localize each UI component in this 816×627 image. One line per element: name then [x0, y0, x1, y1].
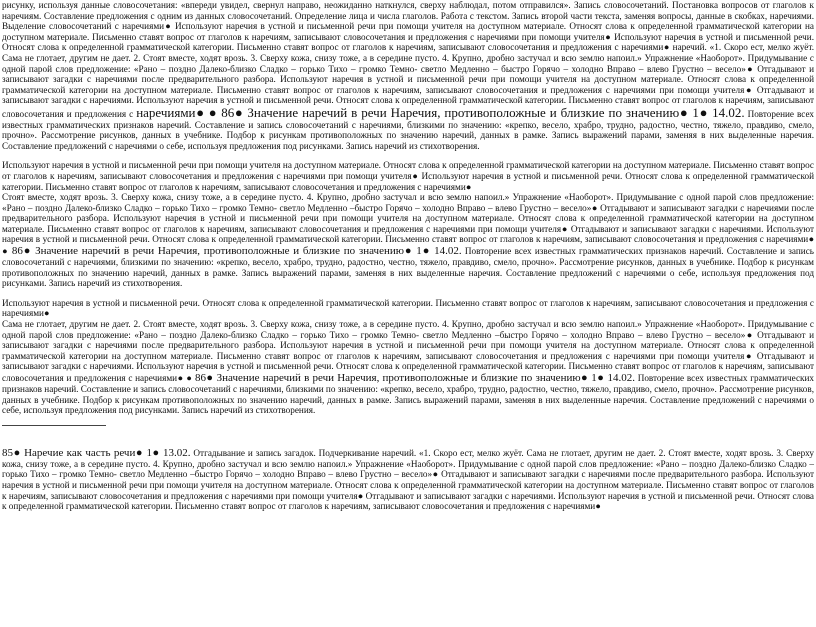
paragraph-3 — [2, 298, 814, 416]
paragraph-3-body: Используют наречия в устной и письменной речи. Относят слова к определенной грамматической категории. Письменно ставят вопрос от глаголов к наречиям, записывают словосочетания и предложения с наречиями● — [2, 297, 814, 319]
paragraph-1-description: Повторение всех известных грамматических признаков наречий. Составление и запись словосочетаний с наречиями, близкими по значению: «крепко, весело, храбро, трудно, радостно, честно, тяжело, правдиво, смело, прочно». Рассмотрение рисунков, данных в учебнике. Подбор к рисункам противоположных по значению наречий, данных в рамке. Запись выражений парами, заменяя в них выделенные наречия. Составление предложений с наречиями о себе, используя предложения под рисунками. Запись наречий из стихотворения. — [2, 108, 815, 151]
paragraph-3-description: Повторение всех известных грамматических признаков наречий. Составление и запись словосочетаний с наречиями, близкими по значению: «крепко, весело, храбро, трудно, радостно, честно, тяжело, правдиво, смело, прочно». Рассмотрение рисунков, данных в учебнике. Подбор к рисункам противоположных по значению наречий, данных в рамке. Запись выражений парами, заменяя в них выделенные наречия. Составление предложений с наречиями о себе, используя предложения под рисунками. Запись наречий из стихотворения. — [2, 373, 815, 416]
paragraph-4-description: Отгадывание и запись загадок. Подчеркивание наречий. «1. Скоро ест, мелко жуёт. Сама не глотает, другим не дает. 2. Стоят вместе, ходят врозь. 3. Сверху кожа, снизу тоже, а в середине пусто. 4. Крупно, дробно застучал и всю землю напоил.» Упражнение «Наоборот». Придумывание с одной парой слов предложение: «Рано – поздно Далеко-близко Сладко – горько Тихо – громко Темно- светло Медленно –быстро Горячо – холодно Вправо – влево Грустно – весело»● Отгадывают и записывают загадки с наречиями после предварительного разбора. Используют наречия в устной и письменной речи при помощи учителя на доступном материале. Относят слова к определенной грамматической категории на доступном материале. Письменно ставят вопрос от глаголов к наречиям, записывают словосочетания и предложения с наречиями при помощи учителя● Отгадывают и записывают загадки с наречиями. Используют наречия в устной и письменной речи. Относят слова к определенной грамматической категории. Письменно ставят вопрос от глаголов к наречиям, записывают словосочетания и предложения с наречиями● — [2, 447, 814, 512]
paragraph-3-riddles: Сама не глотает, другим не дает. 2. Стоят вместе, ходят врозь. 3. Сверху кожа, снизу тоже, а в середине пусто. 4. Крупно, дробно застучал и всю землю напоил.» Упражнение «Наоборот». Придумывание с одной парой слов предложение: «Рано – поздно Далеко-близко Сладко – горько Тихо – громко Темно- светло Медленно –быстро Горячо – холодно Вправо – влево Грустно – весело»● Отгадывают и записывают загадки с наречиями после предварительного разбора. Используют наречия в устной и письменной речи при помощи учителя на доступном материале. Относят слова к определенной грамматической категории на доступном материале. Письменно ставят вопрос от глаголов к наречиям, записывают словосочетания и предложения с наречиями при помощи учителя● Отгадывают и записывают загадки с наречиями. Используют наречия в устной и письменной речи. Относят слова к определенной грамматической категории. Письменно ставят вопрос от глаголов к наречиям, записывают словосочетания и предложения с наречиями● ● — [2, 319, 814, 383]
paragraph-4 — [2, 447, 814, 512]
paragraph-3-heading: 86● Значение наречий в речи Наречия, противоположные и близкие по значению● 1● 14.02. — [194, 372, 635, 384]
paragraph-1-heading: наречиями● ● 86● Значение наречий в речи Наречия, противоположные и близкие по значению● 1● 14.02. — [136, 104, 745, 120]
paragraph-2-body: Используют наречия в устной и письменной речи при помощи учителя на доступном материале. Относят слова к определенной грамматической категории на доступном материале. Письменно ставят вопрос от глаголов к наречиям, записывают словосочетания и предложения с наречиями при помощи учителя● Используют наречия в устной и письменной речи. Относят слова к определенной грамматической категории. Письменно ставят вопрос от глаголов к наречиям, записывают словосочетания и предложения с наречиями● — [2, 160, 814, 192]
paragraph-1-body: рисунку, используя данные словосочетания: «впереди увидел, свернул направо, неожиданно наткнулся, сверху наблюдал, потом отправился». Запись словосочетаний. Постановка вопросов от глаголов к наречиям. Составление предложения с одним из данных словосочетаний. Определение лица и числа глаголов. Работа с текстом. Запись второй части текста, заменяя вопросы, данные в скобках, наречиями. Выделение словосочетаний с наречиями● Используют наречия в устной и письменной речи при помощи учителя на доступном материале. Относят слова к определенной грамматической категории на доступном материале. Письменно ставят вопрос от глаголов к наречиям, записывают словосочетания и предложения с наречиями при помощи учителя● Используют наречия в устной и письменной речи. Относят слова к определенной грамматической категории. Письменно ставят вопрос от глаголов к наречиям, записывают словосочетания и предложения с наречиями● наречий. «1. Скоро ест, мелко жуёт. Сама не глотает, другим не дает. 2. Стоят вместе, ходят врозь. 3. Сверху кожа, снизу тоже, а в середине пусто. 4. Крупно, дробно застучал и всю землю напоил.» Упражнение «Наоборот». Придумывание с одной парой слов предложение: «Рано – поздно Далеко-близко Сладко – горько Тихо – громко Темно- светло Медленно – быстро Горячо – холодно Вправо – влево Грустно – весело»● Отгадывают и записывают загадки с наречиями после предварительного разбора. Используют наречия в устной и письменной речи при помощи учителя на доступном материале. Относят слова к определенной грамматической категории на доступном материале. Письменно ставят вопрос от глаголов к наречиям, записывают словосочетания и предложения с наречиями при помощи учителя● Отгадывают и записывают загадки с наречиями. Используют наречия в устной и письменной речи. Относят слова к определенной грамматической категории. Письменно ставят вопрос от глаголов к наречиям, записывают словосочетания и предложения с — [2, 0, 814, 119]
paragraph-2-heading: 86● Значение наречий в речи Наречия, противоположные и близкие по значению● 1● 14.02. — [11, 245, 462, 258]
paragraph-4-heading: 85● Наречие как часть речи● 1● 13.02. — [2, 446, 191, 459]
separator-line — [2, 425, 106, 435]
paragraph-2 — [2, 160, 814, 289]
paragraph-1 — [2, 0, 814, 151]
paragraph-2-description: Повторение всех известных грамматических признаков наречий. Составление и запись словосочетаний с наречиями, близкими по значению: «крепко, весело, храбро, трудно, радостно, честно, тяжело, правдиво, смело, прочно». Рассмотрение рисунков, данных в учебнике. Подбор к рисункам противоположных по значению наречий, данных в рамке. Запись выражений парами, заменяя в них выделенные наречия. Составление предложений с наречиями о себе, используя предложения под рисунками. Запись наречий из стихотворения. — [2, 246, 814, 289]
paragraph-2-riddles: Стоят вместе, ходят врозь. 3. Сверху кожа, снизу тоже, а в середине пусто. 4. Крупно, дробно застучал и всю землю напоил.» Упражнение «Наоборот». Придумывание с одной парой слов предложение: «Рано – поздно Далеко-близко Сладко – горько Тихо – громко Темно- светло Медленно –быстро Горячо – холодно Вправо – влево Грустно – весело»● Отгадывают и записывают загадки с наречиями после предварительного разбора. Используют наречия в устной и письменной речи при помощи учителя на доступном материале. Относят слова к определенной грамматической категории на доступном материале. Письменно ставят вопрос от глаголов к наречиям, записывают словосочетания и предложения с наречиями при помощи учителя● Отгадывают и записывают загадки с наречиями. Используют наречия в устной и письменной речи. Относят слова к определенной грамматической категории. Письменно ставят вопрос от глаголов к наречиям, записывают словосочетания и предложения с наречиями● ● — [2, 192, 814, 257]
